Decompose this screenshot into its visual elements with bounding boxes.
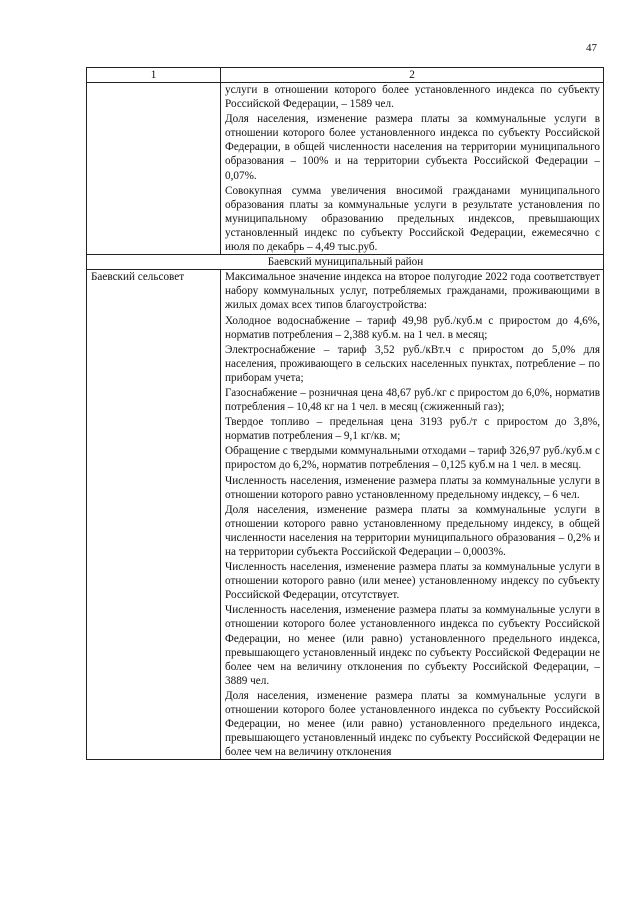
district-heading: Баевский муниципальный район xyxy=(87,255,604,270)
paragraph: Твердое топливо – предельная цена 3193 руб./т с приростом до 3,8%, норматив потребления – 9,1 кг/кв. м; xyxy=(225,416,600,443)
paragraph: услуги в отношении которого более установленного индекса по субъекту Российской Федерации, – 1589 чел. xyxy=(225,84,600,111)
column-header-2: 2 xyxy=(221,68,604,83)
paragraph: Численность населения, изменение размера платы за коммунальные услуги в отношении которого равно (или менее) установленному индексу по субъекту Российской Федерации, отсутствует. xyxy=(225,561,600,602)
paragraph: Газоснабжение – розничная цена 48,67 руб./кг с приростом до 6,0%, норматив потребления – 10,48 кг на 1 чел. в месяц (сжиженный газ); xyxy=(225,386,600,414)
paragraph: Холодное водоснабжение – тариф 49,98 руб./куб.м с приростом до 4,6%, норматив потребления – 2,388 куб.м. на 1 чел. в месяц; xyxy=(225,314,600,341)
paragraph: Электроснабжение – тариф 3,52 руб./кВт.ч с приростом до 5,0% для населения, проживающего в сельских населенных пунктах, потребление – по приборам учета; xyxy=(225,343,600,384)
paragraph: Максимальное значение индекса на второе полугодие 2022 года соответствует набору коммунальных услуг, потребляемых гражданами, проживающими в жилых домах всех типов благоустройства: xyxy=(225,271,600,312)
page-number: 47 xyxy=(586,42,597,54)
tariff-table xyxy=(86,67,604,760)
paragraph: Совокупная сумма увеличения вносимой гражданами муниципального образования платы за коммунальные услуги в результате установления по муниципальному образованию предельных индексов, превышающих установленный индекс по субъекту Российской Федерации, ежемесячно с июля по декабрь – 4,49 тыс.руб. xyxy=(225,184,600,254)
description-cell xyxy=(221,270,604,760)
municipality-cell-empty xyxy=(87,83,221,255)
district-row xyxy=(87,255,604,270)
table-row xyxy=(87,83,604,255)
paragraph: Доля населения, изменение размера платы за коммунальные услуги в отношении которого равно установленному предельному индексу, в общей численности населения на территории муниципального образования – 0,2% и на территории субъекта Российской Федерации – 0,0003%. xyxy=(225,503,600,558)
table-row xyxy=(87,270,604,760)
description-cell xyxy=(221,83,604,255)
paragraph: Доля населения, изменение размера платы за коммунальные услуги в отношении которого более установленного индекса по субъекту Российской Федерации, но менее (или равно) установленного предельного индекса, превышающего установленный индекс по субъекту Российской Федерации не более чем на величину отклонения xyxy=(225,689,600,759)
paragraph: Численность населения, изменение размера платы за коммунальные услуги в отношении которого более установленного индекса по субъекту Российской Федерации, но менее (или равно) установленного предельного индекса, превышающего установленный индекс по субъекту Российской Федерации не более чем на величину отклонения по субъекту Российской Федерации, – 3889 чел. xyxy=(225,604,600,687)
paragraph: Доля населения, изменение размера платы за коммунальные услуги в отношении которого более установленного индекса по субъекту Российской Федерации, в общей численности населения на территории муниципального образования – 100% и на территории субъекта Российской Федерации – 0,07%. xyxy=(225,113,600,182)
table-header-row xyxy=(87,68,604,83)
municipality-name: Баевский сельсовет xyxy=(87,270,221,760)
column-header-1: 1 xyxy=(87,68,221,83)
paragraph: Обращение с твердыми коммунальными отходами – тариф 326,97 руб./куб.м с приростом до 6,2%, норматив потребления – 0,125 куб.м на 1 чел. в месяц. xyxy=(225,445,600,472)
paragraph: Численность населения, изменение размера платы за коммунальные услуги в отношении которого равно установленному предельному индексу, – 6 чел. xyxy=(225,474,600,501)
